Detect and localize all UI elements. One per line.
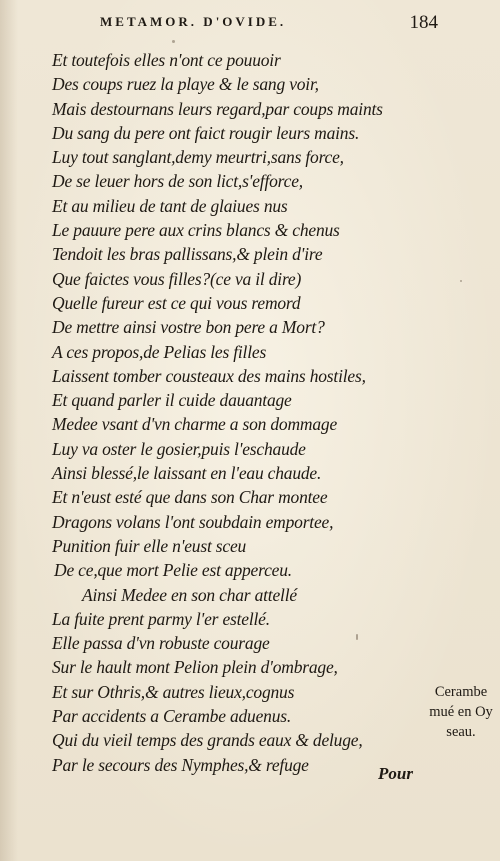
verse-line: Et sur Othris,& autres lieux,cognus bbox=[52, 681, 295, 702]
verse-line: Sur le hault mont Pelion plein d'ombrage, bbox=[52, 657, 338, 678]
verse-line: Tendoit les bras pallissans,& plein d'ire bbox=[52, 244, 323, 265]
page-number: 184 bbox=[409, 12, 438, 33]
verse-line: Le pauure pere aux crins blancs & chenus bbox=[52, 220, 340, 241]
ink-fleck bbox=[356, 634, 358, 640]
catchword: Pour bbox=[378, 764, 413, 783]
gutter-shadow bbox=[0, 0, 18, 861]
verse-line: Laissent tomber cousteaux des mains hostiles, bbox=[52, 365, 366, 386]
verse-line: Et quand parler il cuide dauantage bbox=[52, 390, 292, 411]
verse-line: De se leuer hors de son lict,s'efforce, bbox=[52, 171, 303, 192]
margin-note bbox=[422, 682, 500, 742]
verse-line: Luy tout sanglant,demy meurtri,sans force, bbox=[52, 147, 344, 168]
verse-line: Ainsi blessé,le laissant en l'eau chaude. bbox=[52, 463, 322, 484]
margin-note-line: mué en Oy bbox=[429, 704, 493, 720]
verse-line: Ainsi Medee en son char attellé bbox=[82, 584, 297, 605]
verse-line: Du sang du pere ont faict rougir leurs mains. bbox=[52, 122, 360, 143]
verse-line: Qui du vieil temps des grands eaux & deluge, bbox=[52, 730, 363, 751]
verse-line: Que faictes vous filles?(ce va il dire) bbox=[52, 268, 302, 289]
page-header bbox=[100, 12, 438, 38]
verse-line: La fuite prent parmy l'er estellé. bbox=[52, 608, 270, 629]
verse-line: Et toutefois elles n'ont ce pouuoir bbox=[52, 50, 281, 70]
verse-block bbox=[52, 48, 422, 777]
verse-line: De ce,que mort Pelie est apperceu. bbox=[54, 560, 292, 581]
verse-line: Dragons volans l'ont soubdain emportee, bbox=[52, 511, 334, 532]
verse-line: Des coups ruez la playe & le sang voir, bbox=[52, 74, 319, 95]
verse-line: Mais destournans leurs regard,par coups maints bbox=[52, 98, 383, 119]
verse-line: Elle passa d'vn robuste courage bbox=[52, 633, 270, 654]
verse-line: Punition fuir elle n'eust sceu bbox=[52, 535, 247, 556]
ink-fleck bbox=[172, 40, 175, 43]
ink-fleck bbox=[460, 280, 462, 282]
verse-line: Luy va oster le gosier,puis l'eschaude bbox=[52, 438, 306, 459]
verse-line: De mettre ainsi vostre bon pere a Mort? bbox=[52, 317, 325, 338]
verse-line: A ces propos,de Pelias les filles bbox=[52, 341, 267, 362]
verse-line: Et n'eust esté que dans son Char montee bbox=[52, 487, 328, 508]
verse-line: Par accidents a Cerambe aduenus. bbox=[52, 706, 292, 727]
verse-line: Medee vsant d'vn charme a son dommage bbox=[52, 414, 338, 435]
verse-line: Par le secours des Nymphes,& refuge bbox=[52, 754, 309, 775]
margin-note-line: seau. bbox=[446, 724, 476, 740]
running-head: METAMOR. D'OVIDE. bbox=[100, 14, 287, 29]
verse-line: Quelle fureur est ce qui vous remord bbox=[52, 292, 301, 313]
verse-line: Et au milieu de tant de glaiues nus bbox=[52, 195, 288, 216]
margin-note-line: Cerambe bbox=[434, 684, 488, 700]
